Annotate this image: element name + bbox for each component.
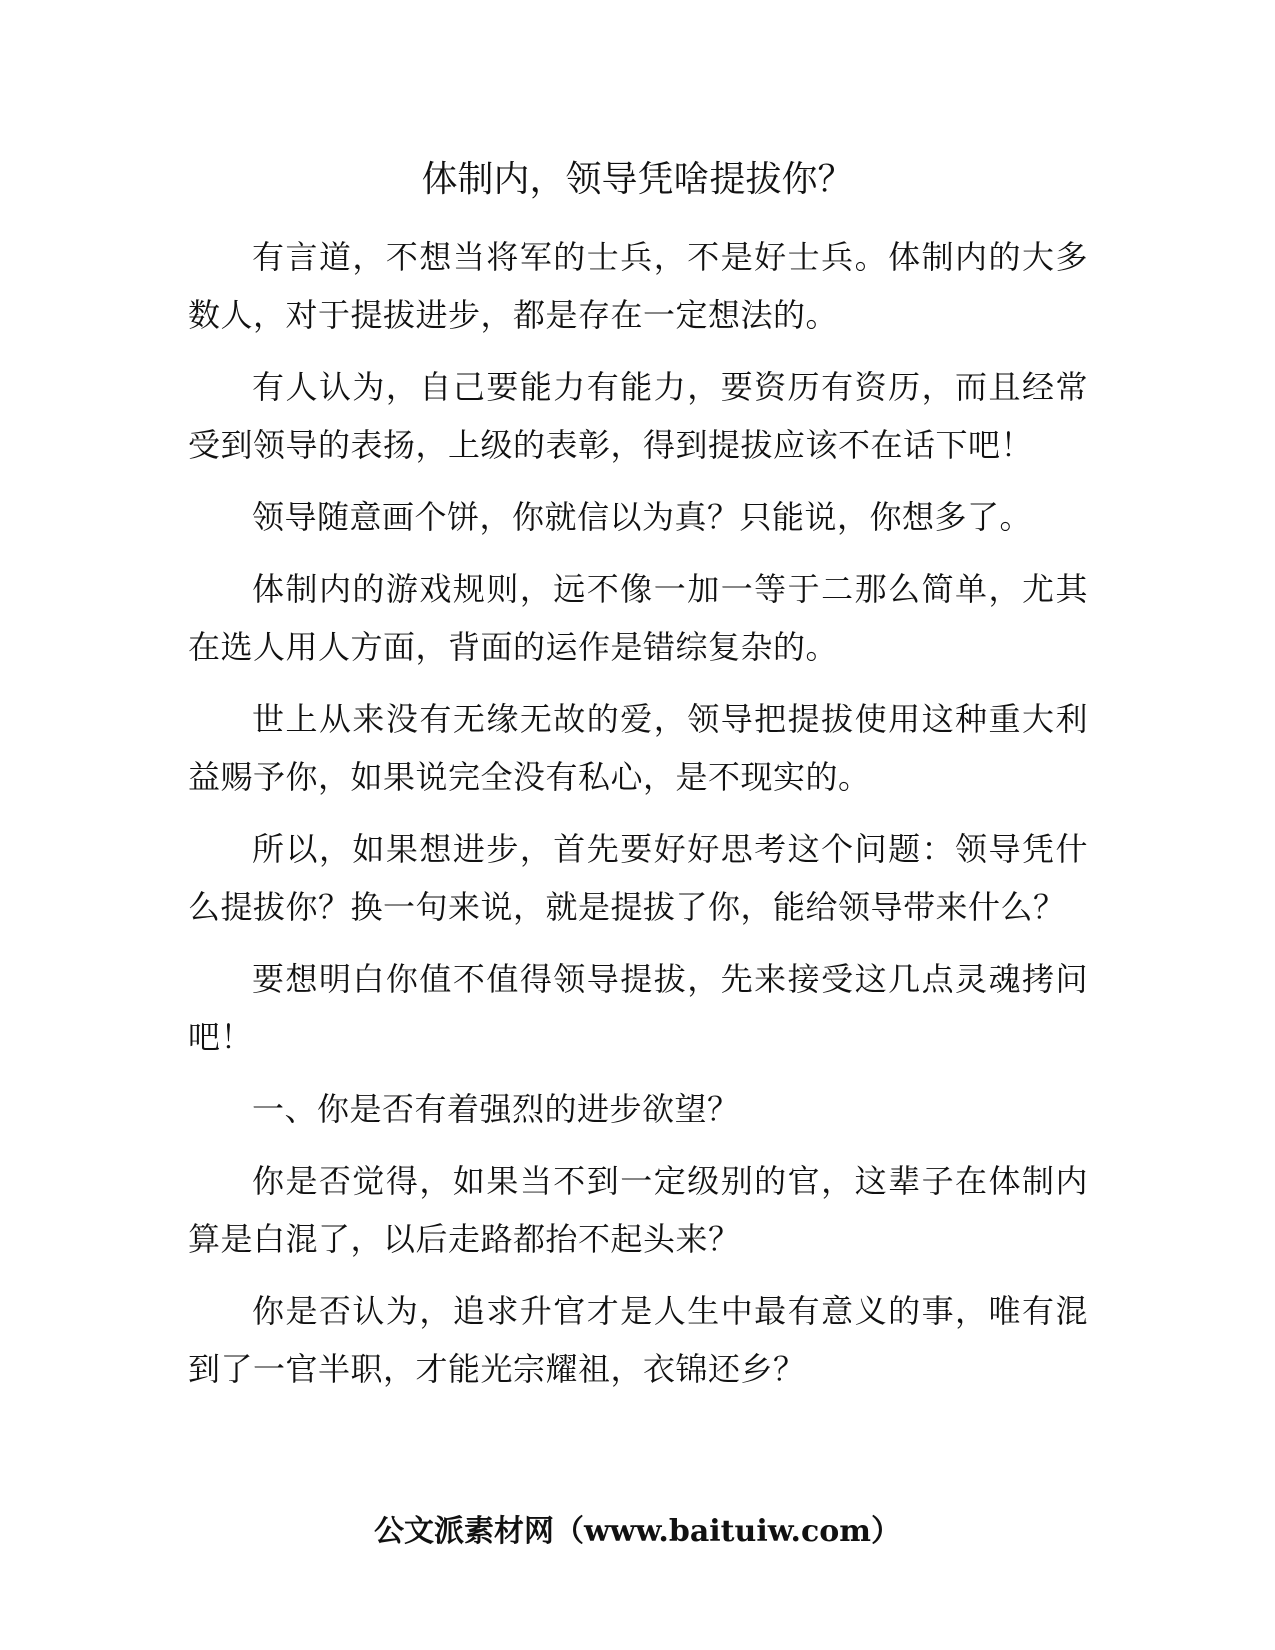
footer-source: 公文派素材网（www.baituiw.com） [373,1514,902,1549]
paragraph-9: 你是否认为，追求升官才是人生中最有意义的事，唯有混到了一官半职，才能光宗耀祖，衣锦还乡？ [188,1292,1088,1388]
paragraph-7: 要想明白你值不值得领导提拔，先来接受这几点灵魂拷问吧！ [188,960,1088,1056]
section-heading-1: 一、你是否有着强烈的进步欲望？ [252,1090,740,1128]
paragraph-2: 有人认为，自己要能力有能力，要资历有资历，而且经常受到领导的表扬，上级的表彰，得到提拔应该不在话下吧！ [188,368,1088,464]
paragraph-4: 体制内的游戏规则，远不像一加一等于二那么简单，尤其在选人用人方面，背面的运作是错综复杂的。 [188,570,1088,666]
document-title: 体制内，领导凭啥提拔你？ [421,159,854,200]
paragraph-1: 有言道，不想当将军的士兵，不是好士兵。体制内的大多数人，对于提拔进步，都是存在一定想法的。 [188,238,1088,334]
document-body [188,228,1088,1412]
paragraph-8: 你是否觉得，如果当不到一定级别的官，这辈子在体制内算是白混了，以后走路都抬不起头来？ [188,1162,1088,1258]
paragraph-3: 领导随意画个饼，你就信以为真？只能说，你想多了。 [252,498,1033,536]
paragraph-5: 世上从来没有无缘无故的爱，领导把提拔使用这种重大利益赐予你，如果说完全没有私心，是不现实的。 [188,700,1088,796]
paragraph-6: 所以，如果想进步，首先要好好思考这个问题：领导凭什么提拔你？换一句来说，就是提拔了你，能给领导带来什么？ [188,830,1088,926]
